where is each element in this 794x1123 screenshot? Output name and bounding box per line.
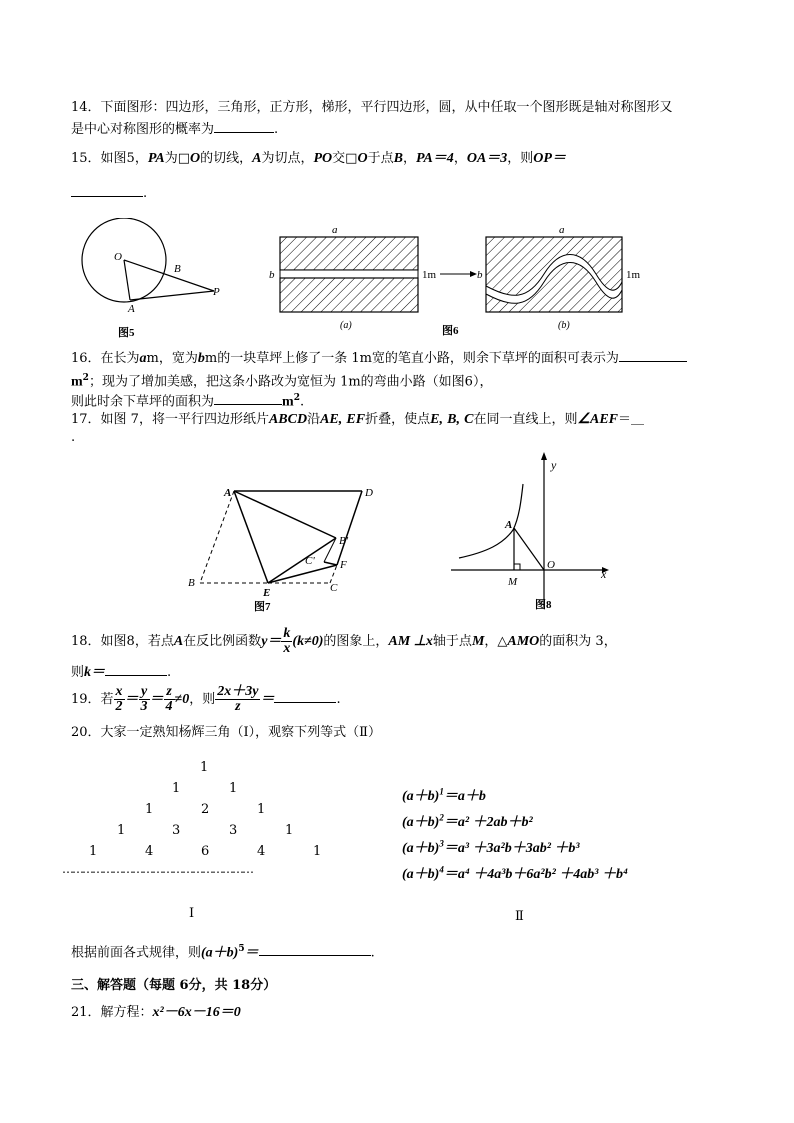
q21-t1: 21．解方程： [71, 1005, 153, 1020]
pascal-r3-c2: 2 [201, 802, 210, 817]
q16-a: a [139, 351, 147, 366]
q15-b: B [393, 151, 403, 166]
q17-b: B, [447, 412, 460, 427]
q15-t3: 为切点， [261, 151, 314, 166]
fig7-label-a: A [224, 487, 232, 499]
binomial-eq-3 [402, 837, 580, 857]
fig5-label-o: O [114, 251, 122, 263]
q20-answer-blank[interactable] [259, 942, 371, 956]
q20-t2: 根据前面各式规律，则 [71, 945, 202, 961]
q17-angle: ∠AEF [577, 412, 619, 427]
q20-end: . [370, 945, 375, 961]
pascal-r2-c1: 1 [172, 781, 181, 796]
fig5-label-b: B [174, 263, 181, 275]
q15-pa-eq: PA＝4 [415, 151, 454, 166]
binomial-eq-1 [402, 785, 486, 805]
q19-eq1: ＝ [124, 692, 139, 707]
q15-answer-blank[interactable] [71, 183, 143, 197]
binomial-eq-2 [402, 811, 533, 831]
eq4-rhs: ＝a⁴ ＋4a³b＋6a²b² ＋4ab³ ＋b⁴ [443, 867, 628, 882]
pascal-r1-c1: 1 [200, 760, 209, 775]
q19-frac-x2 [114, 685, 125, 714]
q17-t4: 在同一直线上，则 [473, 412, 578, 427]
fig8-caption: 图8 [535, 599, 552, 611]
q16-t5: 则此时余下草坪的面积为 [71, 394, 215, 410]
q15-end: . [143, 186, 148, 201]
q18-t4: 轴于点 [432, 634, 472, 649]
q18-a: A [173, 634, 184, 649]
fig5-line-op [124, 260, 214, 291]
pascal-r3-c3: 1 [257, 802, 266, 817]
fig6-arrow-head [470, 271, 477, 277]
pascal-r5-c3: 6 [201, 844, 210, 859]
q15-t5: 于点 [367, 151, 394, 166]
q17-ae: AE, [320, 412, 343, 427]
q17-t2: 沿 [307, 412, 321, 427]
q16-t2: m，宽为 [146, 351, 198, 366]
q16-t3: m的一块草坪上修了一条 1m宽的笔直小路，则余下草坪的面积可表示为 [204, 351, 619, 366]
q16-line2 [71, 369, 492, 391]
q19-f4-num: 2x＋3y [217, 684, 259, 699]
q21-line [71, 1004, 241, 1022]
q17-line1 [71, 411, 644, 429]
fig8-label-m: M [508, 576, 518, 588]
q19-f2-den: 3 [140, 699, 148, 714]
pascal-r2-c2: 1 [229, 781, 238, 796]
q19-f3-den: 4 [165, 699, 173, 714]
fig7-label-b: B [188, 577, 195, 589]
q17-line2 [71, 429, 75, 447]
q14-line1: 14．下面图形：四边形，三角形，正方形，梯形，平行四边形，圆，从中任取一个图形既是轴对称图形又 [71, 100, 673, 115]
eq1-rhs: ＝a＋b [443, 789, 486, 804]
q15-pa: PA [147, 151, 165, 166]
eq4-lhs: (a＋b) [402, 867, 440, 882]
q16-unit-m-2: m [282, 394, 294, 410]
q14-text: 是中心对称图形的概率为 [71, 122, 215, 137]
fig6-b-path-width: 1m [626, 269, 641, 281]
fig8-label-x: x [601, 567, 607, 581]
fig7-caption: 图7 [254, 601, 271, 613]
equations-label: Ⅱ [515, 909, 524, 924]
q16-t4: ；现为了增加美感，把这条小路改为宽恒为 1m的弯曲小路（如图6）， [88, 374, 493, 390]
q15-a: A [252, 151, 262, 166]
q19-line [71, 684, 341, 716]
q17-e: E, [430, 412, 443, 427]
q16-answer-blank-2[interactable] [214, 391, 282, 405]
q18-keq: k＝ [84, 665, 106, 680]
q15-o: O [189, 151, 201, 166]
q18-t5: ，△ [484, 634, 508, 649]
q19-t2: ，则 [189, 692, 216, 707]
q15-t6: ， [402, 151, 416, 166]
fig8-y-arrow [541, 452, 547, 460]
pascal-r4-c1: 1 [117, 823, 126, 838]
eq2-rhs: ＝a² ＋2ab＋b² [443, 815, 533, 830]
q18-amo: AMO [507, 634, 540, 649]
section-3-title: 三、解答题（每题 6分，共 18分） [71, 978, 277, 993]
eq2-power: 2 [439, 812, 444, 823]
q16-answer-blank-1[interactable] [619, 348, 687, 362]
q16-t1: 16．在长为 [71, 351, 140, 366]
q15-t1: 为□ [164, 151, 190, 166]
fig6-a-top-lawn [280, 237, 418, 270]
q19-end: . [336, 692, 341, 707]
fig8-label-o: O [547, 559, 555, 571]
q18-t6: 的面积为 3， [539, 634, 617, 649]
q18-cond: (k≠0) [292, 634, 324, 649]
fig6-a-width-label: b [269, 269, 275, 281]
q18-am: AM ⊥x [388, 634, 433, 649]
fig8-label-y: y [551, 458, 557, 472]
q19-f2-num: y [139, 685, 150, 700]
fig7-edge-b1e [268, 538, 336, 583]
eq3-rhs: ＝a³ ＋3a²b＋3ab² ＋b³ [443, 841, 580, 856]
q20-line2 [71, 940, 375, 962]
q14-line2 [71, 119, 278, 139]
pascal-r5-c5: 1 [313, 844, 322, 859]
q19-eq2: ＝ [149, 692, 164, 707]
q17-c: C [464, 412, 474, 427]
eq1-lhs: (a＋b) [402, 789, 440, 804]
q18-t3: 的图象上， [323, 634, 389, 649]
q15-o2: O [357, 151, 368, 166]
q18-frac-num: k [283, 626, 291, 641]
fig5-label-p: P [213, 286, 220, 298]
pascal-ellipsis: ………………………………………………… [62, 862, 252, 876]
q19-frac-main [215, 685, 260, 714]
q19-f1-num: x [115, 684, 123, 699]
q18-fraction [281, 627, 292, 656]
q19-f1-den: 2 [115, 699, 123, 714]
q15-line2 [71, 183, 147, 203]
q17-t3: 折叠，使点 [365, 412, 431, 427]
fig6-a-path-width: 1m [422, 269, 437, 281]
q19-f3-num: z [164, 685, 175, 700]
q16-unit-sq-2: 2 [293, 393, 300, 403]
q17-ef: EF [346, 412, 366, 427]
fig5-caption: 图5 [118, 327, 135, 339]
q19-t1: 19．若 [71, 692, 114, 707]
q19-f4-den: z [235, 699, 241, 714]
fig7-edge-cf-dashed [330, 565, 337, 583]
q19-eq3: ＝ [260, 692, 275, 707]
q18-line1 [71, 627, 617, 657]
q15-oa-eq: OA＝3 [466, 151, 508, 166]
fig6-caption: 图6 [442, 325, 459, 337]
q17-t5: ＝＿ [618, 412, 645, 427]
pascal-label: Ⅰ [189, 906, 195, 921]
figure-7 [182, 482, 382, 617]
q20-lhs5: (a＋b) [201, 945, 239, 961]
q20-line1: 20．大家一定熟知杨辉三角（Ⅰ），观察下列等式（Ⅱ） [71, 725, 382, 740]
q19-ne: ≠0 [174, 692, 190, 707]
q14-answer-blank[interactable] [214, 119, 274, 133]
fig7-edge-df [337, 491, 362, 565]
fig7-fold-ef [268, 565, 337, 583]
q15-t2: 的切线， [200, 151, 253, 166]
fig7-edge-fc1 [324, 562, 337, 565]
q16-b: b [197, 351, 205, 366]
fig7-label-e: E [263, 587, 271, 599]
q18-t2: 在反比例函数 [183, 634, 262, 649]
fig5-radius-oa [124, 260, 130, 300]
eq3-lhs: (a＋b) [402, 841, 440, 856]
q15-op: OP＝ [533, 151, 566, 166]
eq4-power: 4 [439, 864, 444, 875]
fig8-label-a: A [505, 519, 513, 531]
q18-line2 [71, 662, 171, 682]
fig6-a-length-label: a [332, 224, 338, 236]
fig6-a-path [280, 270, 418, 278]
fig6-sub-b: (b) [558, 320, 570, 331]
pascal-r5-c2: 4 [145, 844, 154, 859]
eq3-power: 3 [439, 838, 444, 849]
pascal-r4-c2: 3 [172, 823, 181, 838]
fig6-a-bottom-lawn [280, 278, 418, 312]
q16-end: . [299, 394, 305, 410]
q18-answer-blank[interactable] [105, 662, 167, 676]
q18-t1: 18．如图8，若点 [71, 634, 174, 649]
q15-line1 [71, 150, 566, 168]
fig7-label-c: C [330, 582, 338, 594]
q15-num: 15．如图5， [71, 151, 148, 166]
fig6-sub-a: (a) [340, 320, 352, 331]
q18-frac-den: x [283, 641, 291, 656]
q18-m: M [471, 634, 485, 649]
fig5-label-a: A [128, 303, 135, 315]
q20-eq5: ＝ [244, 945, 259, 961]
q16-line3 [71, 389, 304, 411]
q17-t1: 17．如图 7，将一平行四边形纸片 [71, 412, 269, 427]
fig7-label-b1: B' [339, 535, 349, 547]
q19-frac-y3 [139, 685, 150, 714]
fig7-label-d: D [365, 487, 373, 499]
q19-frac-z4 [164, 685, 175, 714]
q17-abcd: ABCD [268, 412, 308, 427]
binomial-eq-4 [402, 863, 628, 883]
eq1-power: 1 [439, 786, 444, 797]
pascal-r5-c4: 4 [257, 844, 266, 859]
q20-power5: 5 [238, 944, 245, 954]
eq2-lhs: (a＋b) [402, 815, 440, 830]
fig7-label-f: F [340, 559, 347, 571]
fig5-tangent-pa [130, 291, 214, 300]
fig8-right-angle [514, 564, 520, 570]
fig7-label-c1: C' [305, 555, 315, 567]
fig7-edge-ab-dashed [200, 491, 234, 583]
figure-5 [74, 218, 224, 343]
pascal-r3-c1: 1 [145, 802, 154, 817]
q18-t7: 则 [71, 665, 85, 680]
figure-6 [262, 222, 652, 338]
q18-y: y＝ [261, 634, 282, 649]
fig6-b-width-label: b [477, 269, 483, 281]
q15-t4: 交□ [332, 151, 358, 166]
q15-t8: ，则 [507, 151, 534, 166]
q16-unit-m: m [71, 374, 83, 390]
pascal-r5-c1: 1 [89, 844, 98, 859]
q16-unit-sq: 2 [82, 373, 89, 383]
q17-dot: . [71, 430, 76, 445]
q21-equation: x²－6x－16＝0 [152, 1005, 241, 1020]
pascal-r4-c4: 1 [285, 823, 294, 838]
q14-end: . [274, 122, 279, 137]
pascal-r4-c3: 3 [229, 823, 238, 838]
q18-end: . [167, 665, 172, 680]
figure-8 [447, 452, 617, 612]
q15-po: PO [313, 151, 333, 166]
q19-answer-blank[interactable] [274, 689, 336, 703]
fig6-b-length-label: a [559, 224, 565, 236]
q16-line1 [71, 348, 687, 368]
q15-t7: ， [453, 151, 467, 166]
